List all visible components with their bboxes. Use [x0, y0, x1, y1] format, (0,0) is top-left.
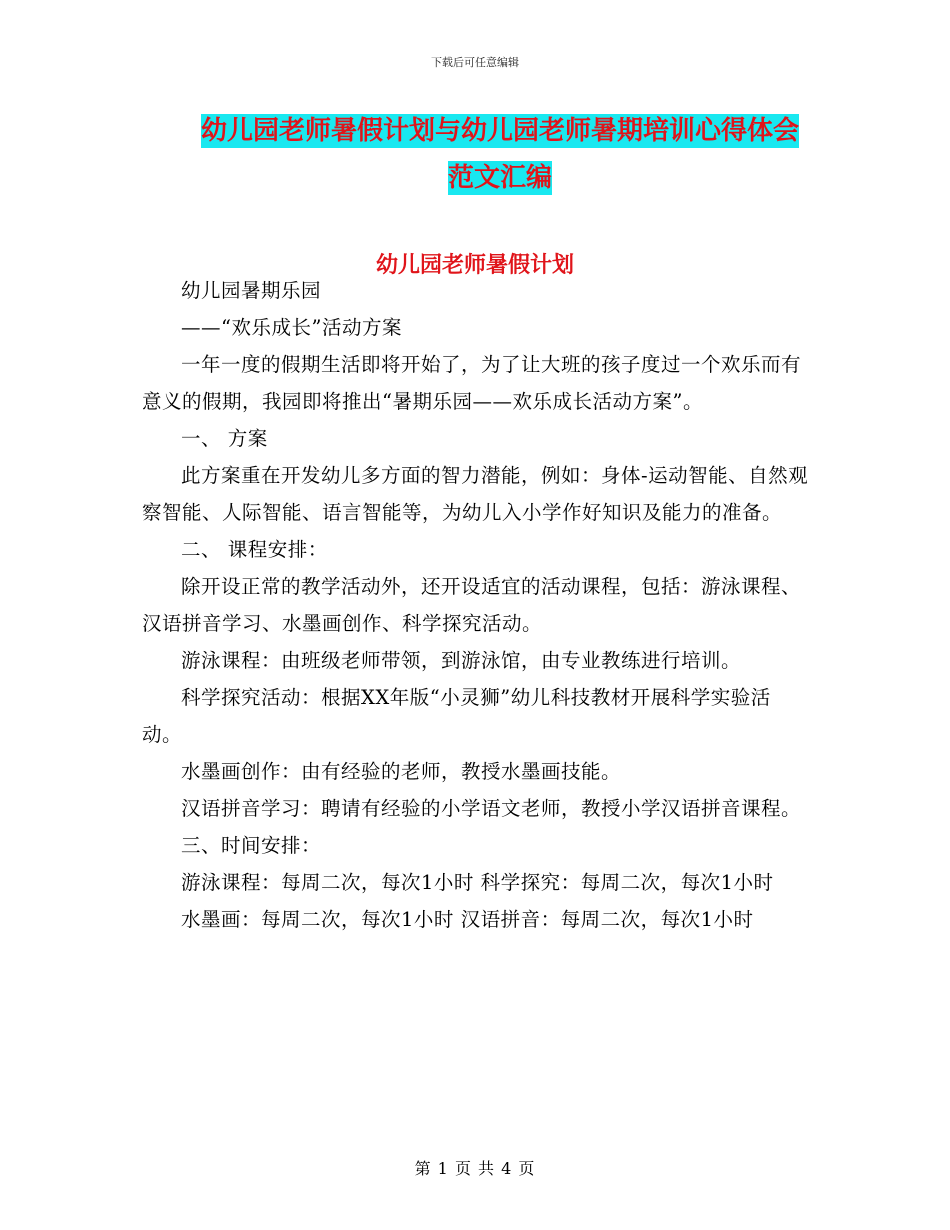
paragraph: 一年一度的假期生活即将开始了，为了让大班的孩子度过一个欢乐而有意义的假期，我园即将推出“暑期乐园——欢乐成长活动方案”。 [142, 353, 802, 413]
paragraph: 此方案重在开发幼儿多方面的智力潜能，例如：身体-运动智能、自然观察智能、人际智能、语言智能等，为幼儿入小学作好知识及能力的准备。 [142, 464, 809, 524]
paragraph: 汉语拼音学习：聘请有经验的小学语文老师，教授小学汉语拼音课程。 [181, 797, 802, 820]
paragraph: 游泳课程：每周二次，每次1小时 科学探究：每周二次，每次1小时 [181, 871, 774, 894]
document-title-line-2: 范文汇编 [447, 163, 552, 193]
paragraph: 一、 方案 [181, 427, 268, 450]
paragraph: 游泳课程：由班级老师带领，到游泳馆，由专业教练进行培训。 [181, 649, 742, 672]
paragraph: 三、时间安排： [181, 834, 322, 857]
paragraph: 科学探究活动：根据XX年版“小灵狮”幼儿科技教材开展科学实验活动。 [142, 686, 771, 746]
paragraph: ——“欢乐成长”活动方案 [181, 316, 402, 339]
page-number-footer: 第 1 页 共 4 页 [414, 1159, 536, 1178]
paragraph: 二、 课程安排： [181, 538, 328, 561]
header-note: 下载后可任意编辑 [431, 56, 519, 69]
paragraph: 幼儿园暑期乐园 [181, 279, 322, 302]
paragraph: 除开设正常的教学活动外，还开设适宜的活动课程，包括：游泳课程、汉语拼音学习、水墨画创作、科学探究活动。 [142, 575, 802, 635]
paragraph: 水墨画创作：由有经验的老师，教授水墨画技能。 [181, 760, 622, 783]
document-body [142, 272, 810, 938]
document-title-line-1: 幼儿园老师暑假计划与幼儿园老师暑期培训心得体会 [200, 116, 799, 146]
section-title: 幼儿园老师暑假计划 [375, 252, 574, 278]
document-title [140, 108, 860, 202]
paragraph: 水墨画：每周二次，每次1小时 汉语拼音：每周二次，每次1小时 [181, 908, 754, 931]
